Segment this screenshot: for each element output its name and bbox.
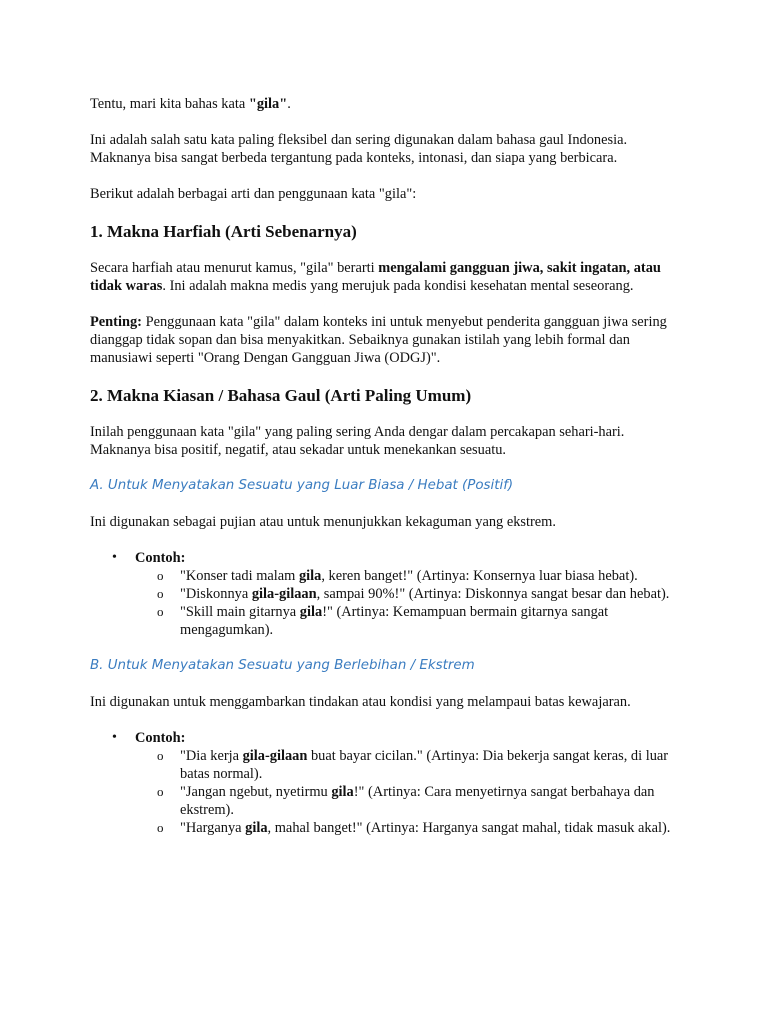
intro-keyword: "gila" (248, 96, 288, 112)
circle-bullet-icon: o (157, 820, 164, 835)
literal-definition: mengalami gangguan jiwa, sakit ingatan, atau tidak waras (90, 260, 661, 294)
circle-bullet-icon: o (157, 586, 164, 601)
circle-bullet-icon: o (157, 784, 164, 799)
intro-suffix: . (287, 96, 291, 112)
circle-bullet-icon: o (157, 568, 164, 583)
subsection-a-list (90, 549, 682, 639)
example-item: o "Diskonnya gila-gilaan, sampai 90%!" (Artinya: Diskonnya sangat besar dan hebat). (157, 586, 670, 602)
examples-list (135, 747, 682, 837)
example-item: o "Dia kerja gila-gilaan buat bayar cicilan." (Artinya: Dia bekerja sangat keras, di luar batas normal). (157, 748, 669, 782)
circle-bullet-icon: o (157, 748, 164, 763)
intro-prefix: Tentu, mari kita bahas kata (90, 96, 249, 112)
examples-label: Contoh: (135, 550, 186, 566)
literal-suffix: . Ini adalah makna medis yang merujuk pada kondisi kesehatan mental seseorang. (162, 278, 634, 294)
example-item: o "Konser tadi malam gila, keren banget!" (Artinya: Konsernya luar biasa hebat). (157, 568, 638, 584)
list-item (90, 549, 682, 639)
circle-bullet-icon: o (157, 604, 164, 619)
literal-meaning-paragraph (90, 259, 682, 295)
bullet-icon: • (112, 550, 117, 565)
list-item (90, 729, 682, 837)
section1-heading: 1. Makna Harfiah (Arti Sebenarnya) (90, 222, 357, 241)
important-note-paragraph (90, 313, 682, 367)
section2-heading: 2. Makna Kiasan / Bahasa Gaul (Arti Paling Umum) (90, 386, 472, 405)
literal-prefix: Secara harfiah atau menurut kamus, "gila" berarti (90, 260, 379, 276)
overview-paragraph: Ini adalah salah satu kata paling fleksibel dan sering digunakan dalam bahasa gaul Indonesia. Maknanya bisa sangat berbeda tergantung pada konteks, intonasi, dan siapa yang berbicara. (90, 132, 628, 166)
important-text: Penggunaan kata "gila" dalam konteks ini untuk menyebut penderita gangguan jiwa sering dianggap tidak sopan dan bisa menyakitkan. Sebaiknya gunakan istilah yang lebih formal dan manusiawi seperti "Orang Dengan Gangguan Jiwa (ODGJ)". (90, 314, 667, 366)
example-item: o "Jangan ngebut, nyetirmu gila!" (Artinya: Cara menyetirnya sangat berbahaya dan ekstrem). (157, 784, 655, 818)
subsection-b-description: Ini digunakan untuk menggambarkan tindakan atau kondisi yang melampaui batas kewajaran. (90, 694, 631, 710)
subsection-a-heading: A. Untuk Menyatakan Sesuatu yang Luar Biasa / Hebat (Positif) (90, 478, 514, 493)
figurative-intro-paragraph: Inilah penggunaan kata "gila" yang paling sering Anda dengar dalam percakapan sehari-hari. Maknanya bisa positif, negatif, atau sekadar untuk menekankan sesuatu. (90, 424, 625, 458)
example-item: o "Skill main gitarnya gila!" (Artinya: Kemampuan bermain gitarnya sangat mengagumkan). (157, 604, 609, 638)
example-item: o "Harganya gila, mahal banget!" (Artinya: Harganya sangat mahal, tidak masuk akal). (157, 820, 671, 836)
subsection-b-heading: B. Untuk Menyatakan Sesuatu yang Berlebihan / Ekstrem (90, 658, 475, 673)
important-label: Penting: (90, 314, 142, 330)
intro-paragraph (90, 95, 682, 113)
subsection-b-list (90, 729, 682, 837)
examples-label: Contoh: (135, 730, 186, 746)
examples-list (135, 567, 682, 639)
list-intro-paragraph: Berikut adalah berbagai arti dan penggunaan kata "gila": (90, 186, 417, 202)
subsection-a-description: Ini digunakan sebagai pujian atau untuk menunjukkan kekaguman yang ekstrem. (90, 514, 556, 530)
bullet-icon: • (112, 730, 117, 745)
